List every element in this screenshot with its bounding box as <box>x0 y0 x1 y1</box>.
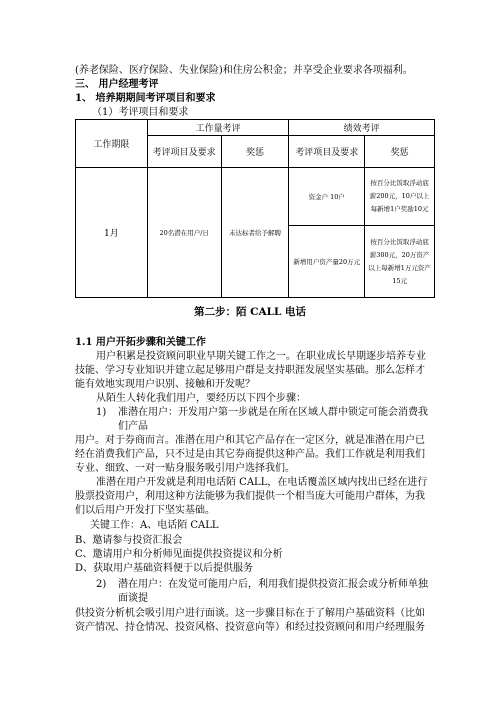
key-work-item-c: C、邀请用户和分析师见面提供投资提议和分析 <box>75 549 283 560</box>
step2-title: 第二步：陌 CALL 电话 <box>193 306 307 318</box>
cell-perf-reward-2: 按百分比饭取浮动底薪300元，20万资产以上每新增1万元资产15元 <box>365 226 435 298</box>
step1-number: 1) <box>96 407 107 418</box>
paragraph4-line2: 股票投资用户，利用这种方法能够为我们提供一个相当庞大可能用户群体，为我 <box>75 491 425 502</box>
paragraph1-line2: 技能、学习专业知识并建立起足够用户群是支持职涯发展坚实基础。那么怎样才 <box>75 365 425 376</box>
header-perf-reward: 奖惩 <box>365 136 435 168</box>
header-period: 工作期限 <box>76 120 148 168</box>
paragraph3-line2: 经在消费我们产品，只不过是由其它券商提供这种产品。我们工作就是利用我们 <box>75 449 425 460</box>
s11-title: 1.1 用户开拓步骤和关键工作 <box>75 337 206 348</box>
key-work-item-d: D、获取用户基础资料便于以后提供服务 <box>75 563 254 574</box>
header-workload-reward: 奖惩 <box>221 136 289 168</box>
cell-period: 1月 <box>76 168 148 298</box>
paragraph5-line2: 资产情况、持仓情况、投资风格、投资意向等）和经过投资顾问和用户经理服务 <box>75 622 425 633</box>
paragraph4-line3: 们以后用户开发打下坚实基础。 <box>75 505 215 516</box>
paragraph3-line1: 用户。对于券商而言。准潜在用户和其它产品存在一定区分，就是准潜在用户已 <box>75 435 425 446</box>
cell-perf-reward-1: 按百分比饭取浮动底薪200元，10户以上每新增1户奖励10元 <box>365 168 435 226</box>
cell-workload-reward: 未达标者给予解聘 <box>221 168 289 298</box>
step1-line1: 准潜在用户：开发用户第一步就是在所在区域人群中锁定可能会消费我 <box>118 407 428 418</box>
paragraph1-line3: 能有效地实现用户识别、接触和开发呢？ <box>75 379 255 390</box>
paragraph2: 从陌生人转化我们用户，要经历以下四个步骤： <box>96 393 306 404</box>
sub1-title: 1、 培养期期间考评项目和要求 <box>75 93 216 104</box>
step1-line2: 们产品 <box>118 421 148 432</box>
key-work-item-b: B、邀请参与投资汇报会 <box>75 535 183 546</box>
paragraph3-line3: 专业、细致、一对一贴身服务吸引用户选择我们。 <box>75 463 295 474</box>
paragraph4-line1: 准潜在用户开发就是利用电话陌 CALL，在电话覆盖区域内找出已经在进行 <box>96 477 428 488</box>
cell-workload-item: 20名潜在用户/日 <box>147 168 221 298</box>
cell-perf-item-2: 新增用户资产量20万元 <box>289 226 365 298</box>
header-workload: 工作量考评 <box>147 120 289 136</box>
section3-title: 三、 用户经理考评 <box>75 79 159 90</box>
paragraph1-line1: 用户积累是投资顾问职业早期关键工作之一。在职业成长早期逐步培养专业 <box>96 351 426 362</box>
header-perf-item: 考评项目及要求 <box>289 136 365 168</box>
intro-line: (养老保险、医疗保险、失业保险)和住房公积金；并享受企业要求各项福利。 <box>75 65 413 76</box>
evaluation-table <box>75 119 435 298</box>
key-work-title: 关键工作：A、电话陌 CALL <box>90 520 219 531</box>
paragraph5-line1: 供投资分析机会吸引用户进行面谈。这一步骤目标在于了解用户基础资料（比如 <box>75 608 425 619</box>
table-caption: （1）考评项目和要求 <box>92 107 189 118</box>
header-performance: 绩效考评 <box>289 120 435 136</box>
step2-line1: 潜在用户：在发觉可能用户后，利用我们提供投资汇报会或分析师单独 <box>118 579 428 590</box>
step2-line2: 面谈提 <box>118 593 148 604</box>
cell-perf-item-1: 资金户 10户 <box>289 168 365 226</box>
step2-number: 2) <box>96 579 107 590</box>
header-workload-item: 考评项目及要求 <box>147 136 221 168</box>
